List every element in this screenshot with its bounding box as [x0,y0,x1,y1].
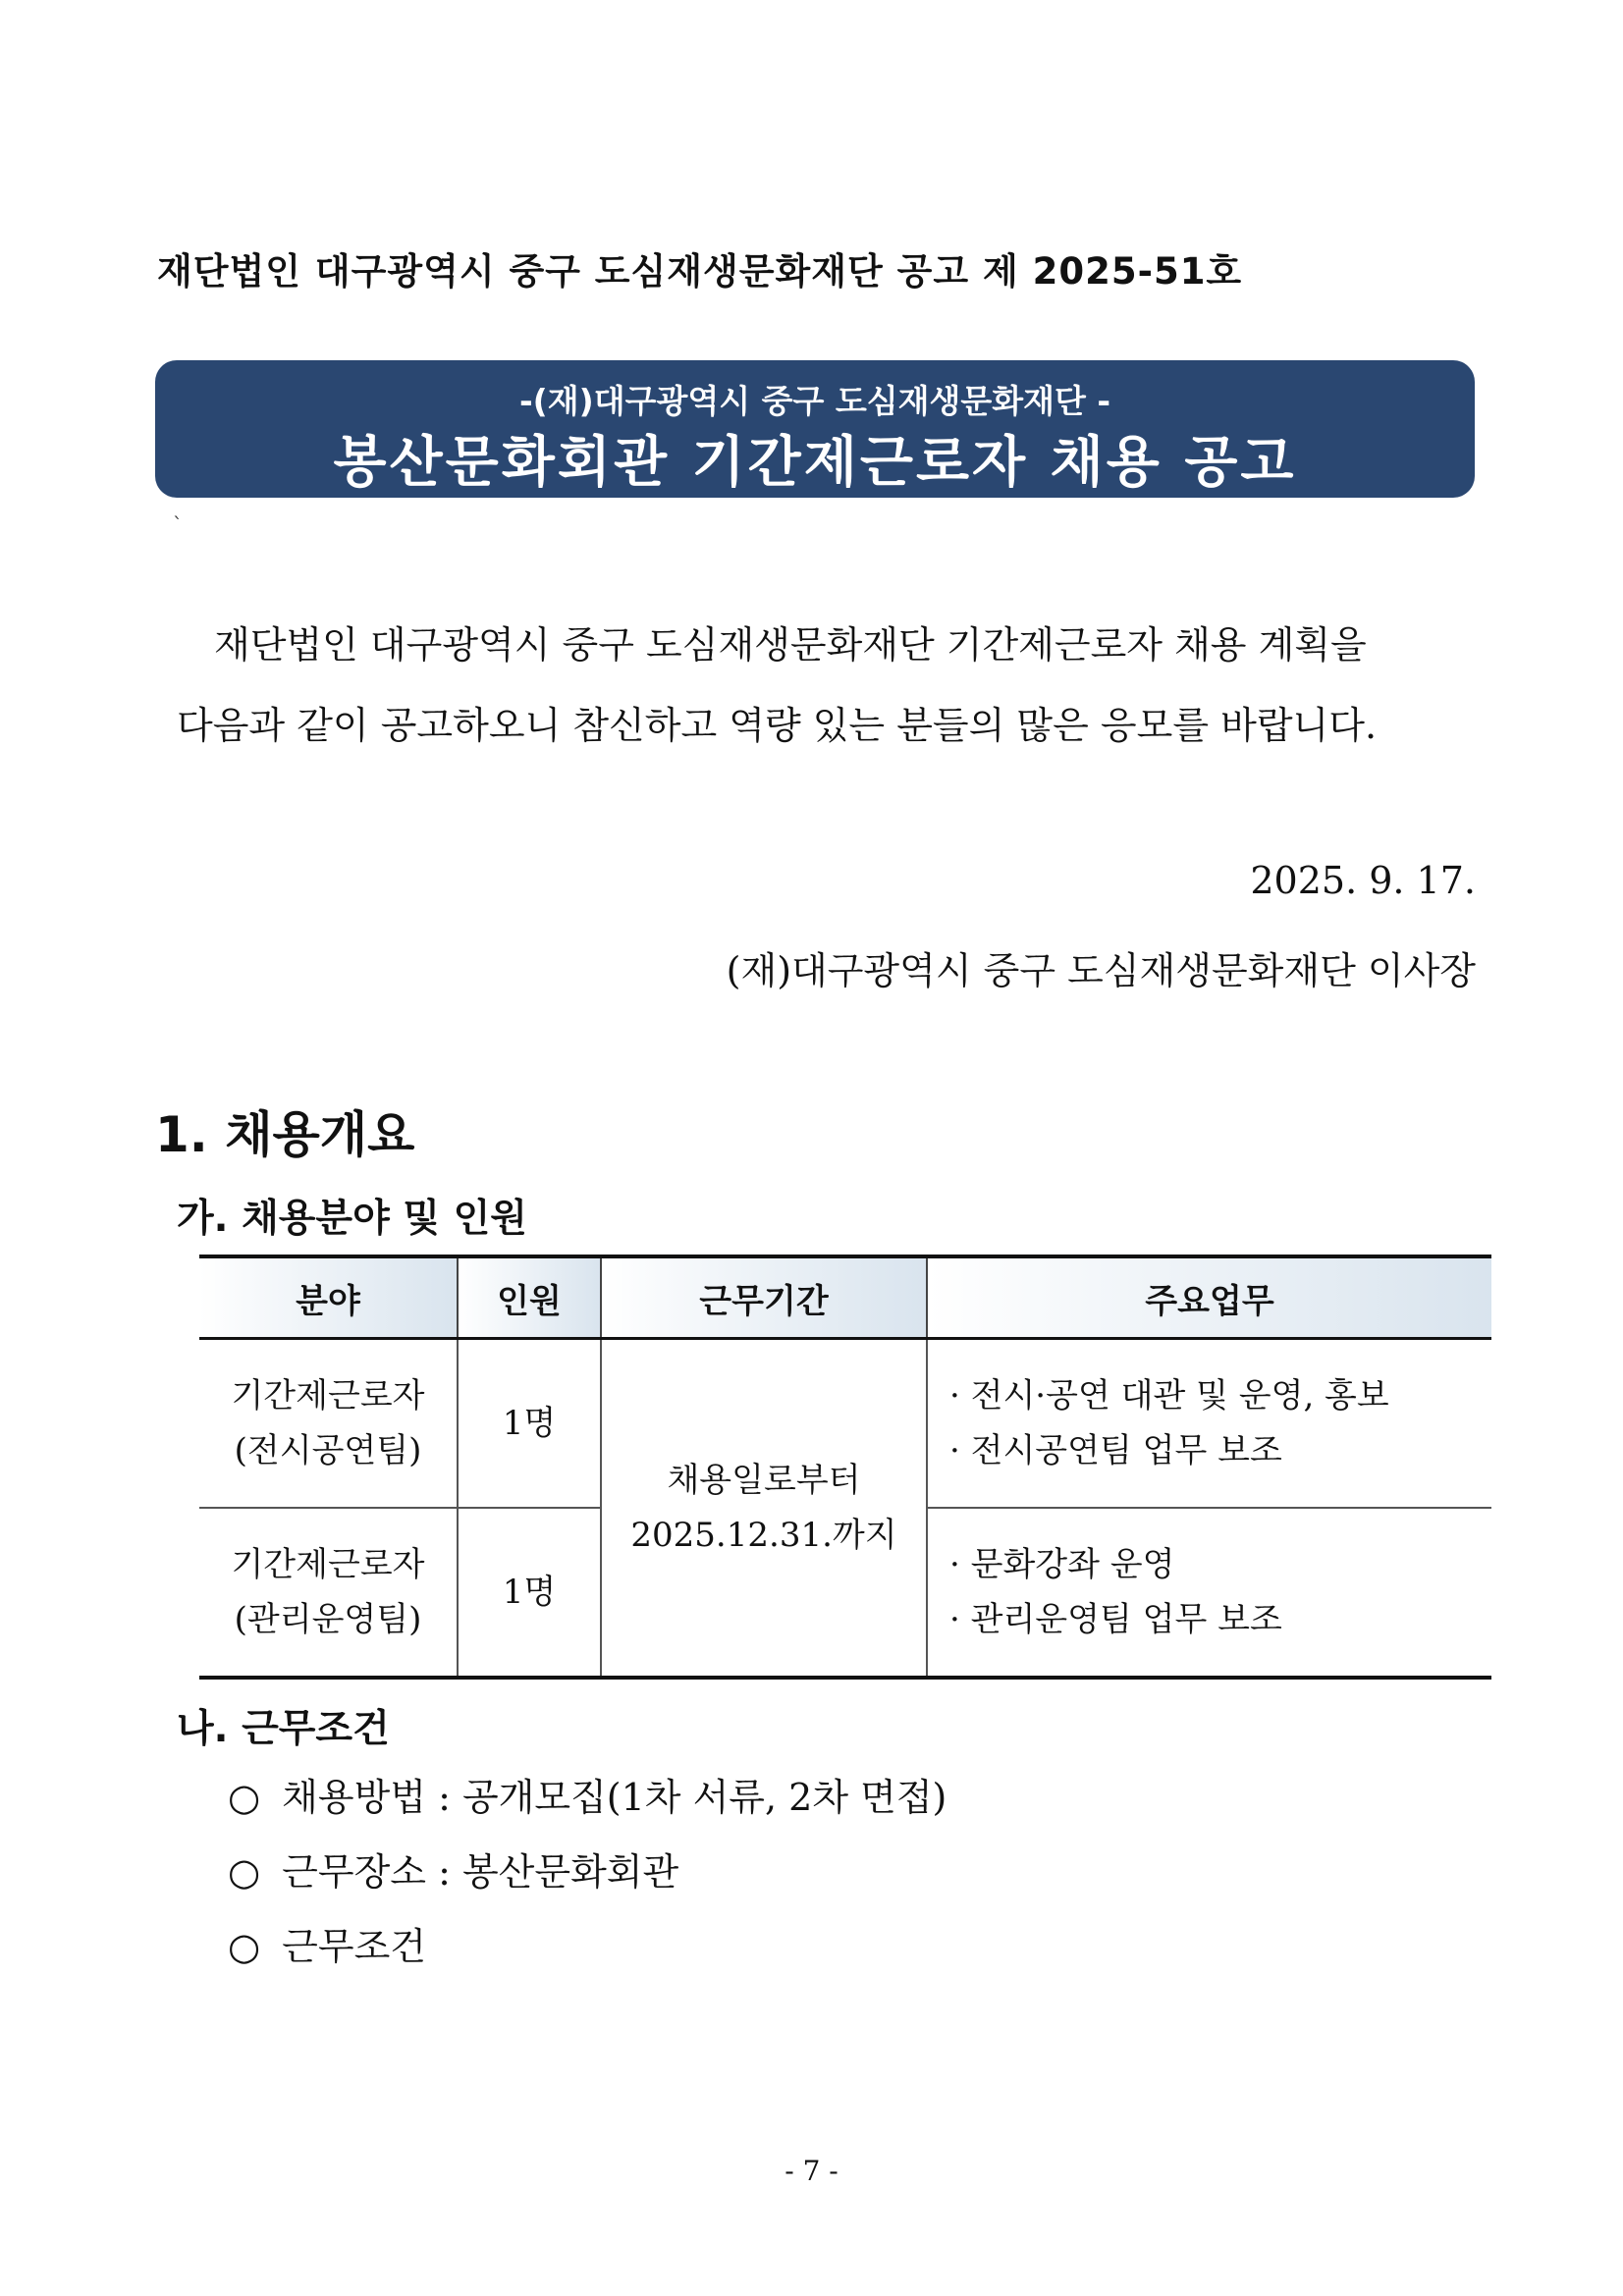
header-duties: 주요업무 [927,1256,1491,1339]
page-number: - 7 - [784,2155,839,2187]
circle-bullet-icon: ○ [228,1776,261,1819]
condition-text: 채용방법 : 공개모집(1차 서류, 2차 면접) [282,1776,947,1819]
condition-item [228,1916,426,1970]
period-line-2: 2025.12.31.까지 [630,1516,897,1555]
count-cell: 1명 [458,1508,601,1678]
header-field: 분야 [199,1256,458,1339]
count-cell: 1명 [458,1339,601,1509]
banner-title: 봉산문화회관 기간제근로자 채용 공고 [333,431,1297,495]
condition-text: 근무장소 : 봉산문화회관 [282,1850,679,1894]
period-line-1: 채용일로부터 [667,1461,861,1500]
field-team: (관리운영팀) [234,1600,422,1639]
duties-cell [927,1508,1491,1678]
notice-date: 2025. 9. 17. [1250,859,1476,902]
subsection-a-heading: 가. 채용분야 및 인원 [177,1197,527,1241]
title-banner [155,360,1475,498]
field-cell [199,1508,458,1678]
signer: (재)대구광역시 중구 도심재생문화재단 이사장 [726,949,1476,992]
condition-item [228,1842,678,1896]
condition-text: 근무조건 [282,1925,427,1968]
notice-number: 재단법인 대구광역시 중구 도심재생문화재단 공고 제 2025-51호 [157,250,1243,293]
subsection-b-heading: 나. 근무조건 [177,1707,390,1751]
circle-bullet-icon: ○ [228,1925,261,1968]
banner-subtitle: -(재)대구광역시 중구 도심재생문화재단 - [518,382,1111,420]
field-cell [199,1339,458,1509]
section-1-heading: 1. 채용개요 [155,1106,415,1163]
circle-bullet-icon: ○ [228,1850,261,1894]
table-header-row [199,1256,1491,1339]
duty-item: · 문화강좌 운영 [949,1545,1175,1584]
header-count: 인원 [458,1256,601,1339]
duty-item: · 전시공연팀 업무 보조 [949,1431,1282,1470]
field-team: (전시공연팀) [234,1431,422,1470]
field-name: 기간제근로자 [231,1545,425,1584]
period-cell [601,1339,927,1679]
duty-item: · 전시·공연 대관 및 운영, 홍보 [949,1376,1389,1415]
duty-item: · 관리운영팀 업무 보조 [949,1600,1282,1639]
field-name: 기간제근로자 [231,1376,425,1415]
intro-line-1: 재단법인 대구광역시 중구 도심재생문화재단 기간제근로자 채용 계획을 [214,623,1367,667]
table-row [199,1339,1491,1509]
duties-cell [927,1339,1491,1509]
header-period: 근무기간 [601,1256,927,1339]
recruitment-table [199,1255,1491,1680]
intro-line-2: 다음과 같이 공고하오니 참신하고 역량 있는 분들의 많은 응모를 바랍니다. [177,704,1378,747]
condition-item [228,1767,947,1821]
stray-tick-mark: ` [173,512,183,536]
